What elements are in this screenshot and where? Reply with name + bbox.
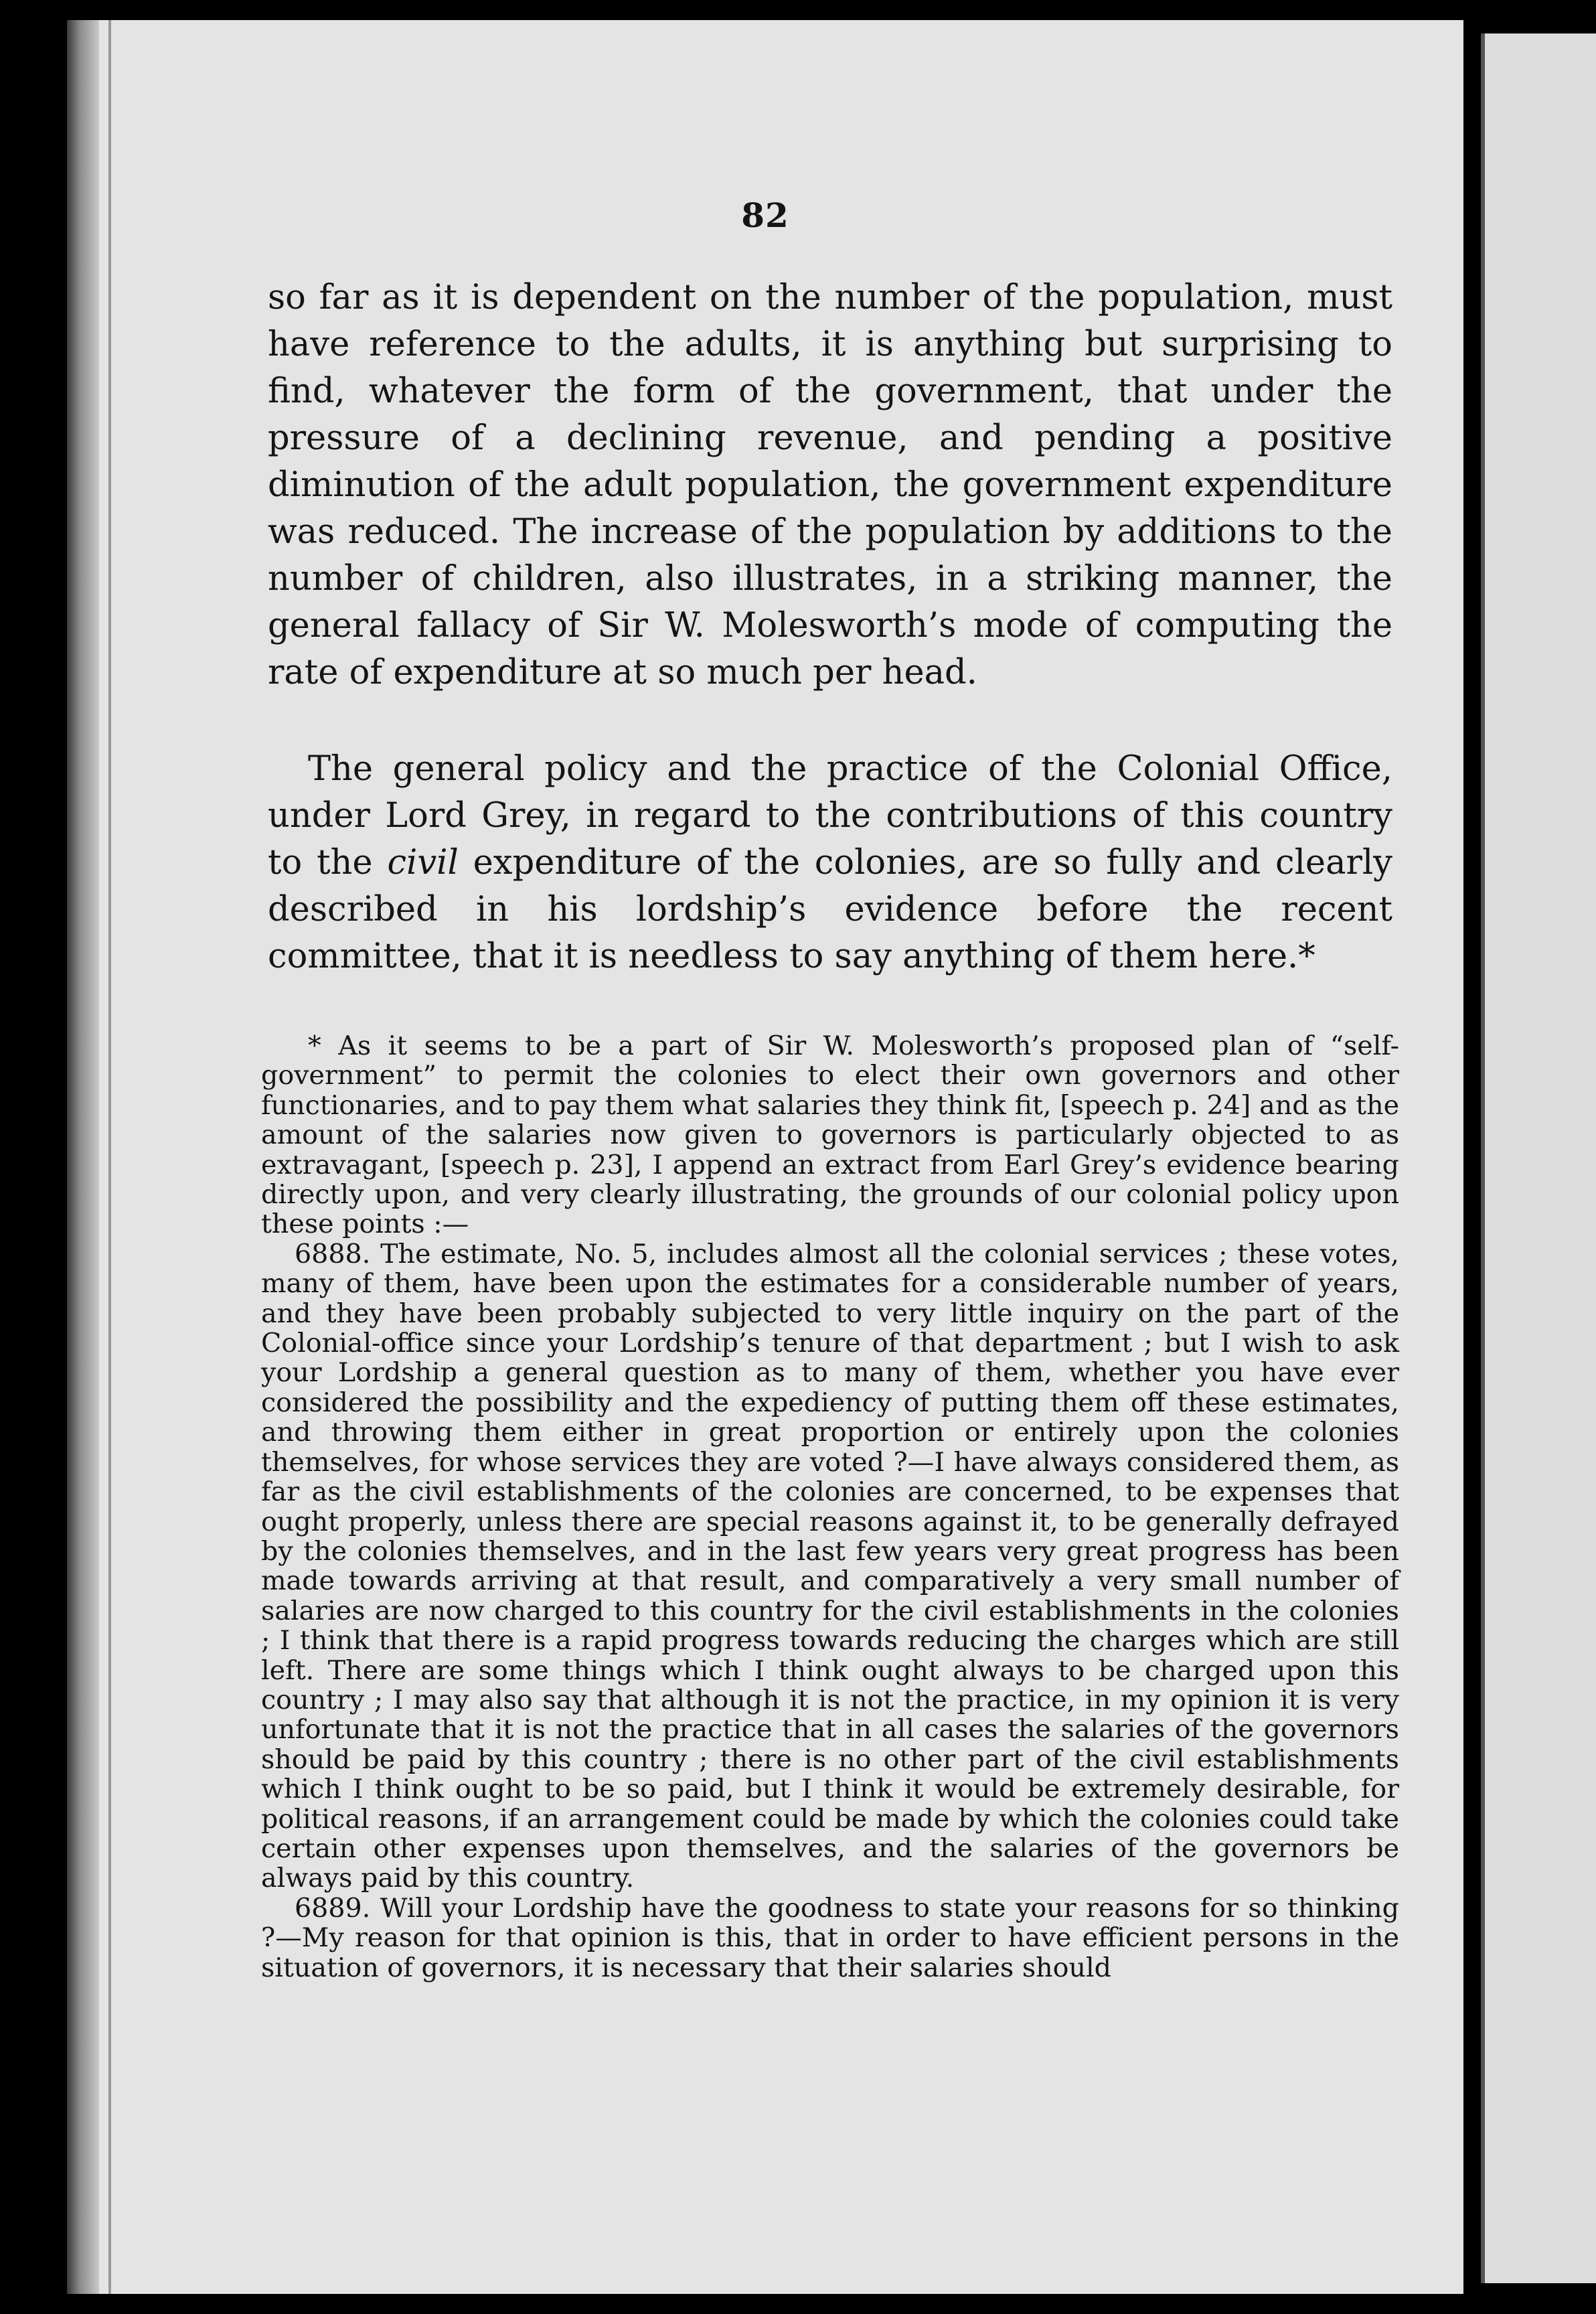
adjacent-page-edge: [1481, 33, 1596, 2283]
paragraph-text: so far as it is dependent on the number of the population, must have reference to the adults, it is anything but surprising to find, whatever the form of the government, that under the pressure of a declining revenue, and pending a positive diminution of the adult population, the government expenditure was reduced. The increase of the population by additions to the number of children, also illustrates, in a striking manner, the general fallacy of Sir W. Molesworth’s mode of computing the rate of expenditure at so much per head.: [268, 278, 1392, 692]
body-paragraph-2: [268, 746, 1392, 980]
page-number: 82: [741, 196, 789, 235]
page-binding-edge: [67, 20, 99, 2294]
body-paragraph-1: [268, 275, 1392, 696]
footnote-question-6889: 6889. Will your Lordship have the goodness to state your reasons for so thinking ?—My reason for that opinion is this, that in order to have efficient persons in the situation of governors, it is necessary that their salaries should: [261, 1892, 1399, 1983]
paragraph-text-start: The general policy and the practice of the Colonial Office, under Lord Grey, in regard to the contributions of this country to the: [268, 749, 1392, 882]
footnote: [261, 1031, 1399, 1983]
book-page: [67, 20, 1463, 2294]
binding-rule: [108, 20, 111, 2294]
adjacent-page-shadow: [1481, 33, 1485, 2283]
paragraph-text: [268, 746, 1392, 980]
footnote-intro: * As it seems to be a part of Sir W. Molesworth’s proposed plan of “self-government” to permit the colonies to elect their own governors and other functionaries, and to pay them what salaries they think fit, [speech p. 24] and as the amount of the salaries now given to governors is particularly objected to as extravagant, [speech p. 23], I append an extract from Earl Grey’s evidence bearing directly upon, and very clearly illustrating, the grounds of our colonial policy upon these points :—: [261, 1030, 1399, 1240]
italic-word: civil: [387, 843, 459, 882]
footnote-question-6888: 6888. The estimate, No. 5, includes almost all the colonial services ; these votes, many of them, have been upon the estimates for a considerable number of years, and they have been probably subjected to very little inquiry on the part of the Colonial-office since your Lordship’s tenure of that department ; but I wish to ask your Lordship a general question as to many of them, whether you have ever considered the possibility and the expediency of putting them off these estimates, and throwing them either in great proportion or entirely upon the colonies themselves, for whose services they are voted ?—I have always considered them, as far as the civil establishments of the colonies are concerned, to be expenses that ought properly, unless there are special reasons against it, to be generally defrayed by the colonies themselves, and in the last few years very great progress has been made towards arriving at that result, and comparatively a very small number of salaries are now charged to this country for the civil establishments in the colonies ; I think that there is a rapid progress towards reducing the charges which are still left. There are some things which I think ought always to be charged upon this country ; I may also say that although it is not the practice, in my opinion it is very unfortunate that it is not the practice that in all cases the salaries of the governors should be paid by this country ; there is no other part of the civil establishments which I think ought to be so paid, but I think it would be extremely desirable, for political reasons, if an arrangement could be made by which the colonies could take certain other expenses upon themselves, and the salaries of the governors be always paid by this country.: [261, 1238, 1399, 1894]
paragraph-text-end: expenditure of the colonies, are so fully and clearly described in his lordship’s evidence before the recent committee, that it is needless to say anything of them here.*: [268, 843, 1392, 976]
